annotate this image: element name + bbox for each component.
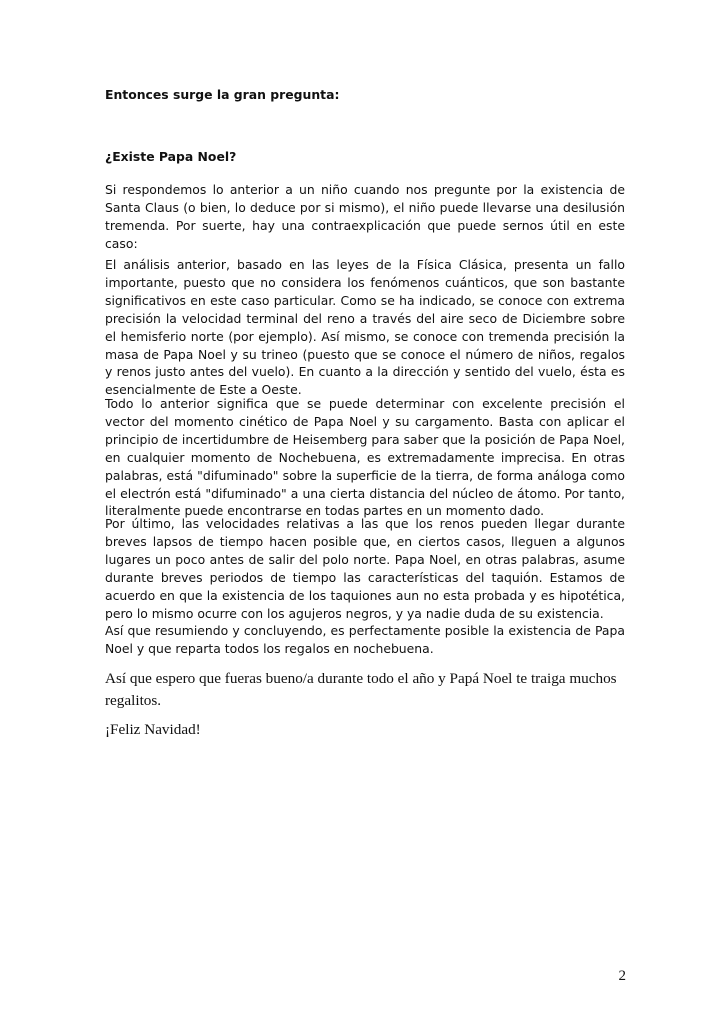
closing-wish: Así que espero que fueras bueno/a durante todo el año y Papá Noel te traiga muchos regalitos. — [105, 670, 617, 709]
closing-greeting: ¡Feliz Navidad! — [105, 721, 201, 738]
paragraph-2: El análisis anterior, basado en las leyes de la Física Clásica, presenta un fallo importante, puesto que no considera los fenómenos cuánticos, que son bastante significativos en este caso particular. Como se ha indicado, se conoce con extrema precisión la velocidad terminal del reno a través del aire seco de Diciembre sobre el hemisferio norte (por ejemplo). Así mismo, se conoce con tremenda precisión la masa de Papa Noel y su trineo (puesto que se conoce el número de niños, regalos y renos justo antes del vuelo). En cuanto a la dirección y sentido del vuelo, ésta es esencialmente de Este a Oeste. — [105, 257, 625, 398]
section-heading: ¿Existe Papa Noel? — [105, 149, 237, 164]
paragraph-3: Todo lo anterior significa que se puede determinar con excelente precisión el vector del momento cinético de Papa Noel y su cargamento. Basta con aplicar el principio de incertidumbre de Heisemberg para saber que la posición de Papa Noel, en cualquier momento de Nochebuena, es extremadamente imprecisa. En otras palabras, está "difuminado" sobre la superficie de la tierra, de forma análoga como el electrón está "difuminado" a una cierta distancia del núcleo de átomo. Por tanto, literalmente puede encontrarse en todas partes en un momento dado. — [105, 396, 625, 519]
paragraph-4: Por último, las velocidades relativas a las que los renos pueden llegar durante breves lapsos de tiempo hacen posible que, en ciertos casos, lleguen a algunos lugares un poco antes de salir del polo norte. Papa Noel, en otras palabras, asume durante breves periodos de tiempo las características del taquión. Estamos de acuerdo en que la existencia de los taquiones aun no esta probada y es hipotética, pero lo mismo ocurre con los agujeros negros, y ya nadie duda de su existencia. — [105, 516, 625, 621]
intro-heading: Entonces surge la gran pregunta: — [105, 87, 340, 102]
paragraph-1: Si respondemos lo anterior a un niño cuando nos pregunte por la existencia de Santa Claus (o bien, lo deduce por si mismo), el niño puede llevarse una desilusión tremenda. Por suerte, hay una contraexplicación que puede sernos útil en este caso: — [105, 182, 625, 251]
page-number: 2 — [618, 968, 626, 984]
paragraph-5: Así que resumiendo y concluyendo, es perfectamente posible la existencia de Papa Noel y que reparta todos los regalos en nochebuena. — [105, 623, 625, 656]
